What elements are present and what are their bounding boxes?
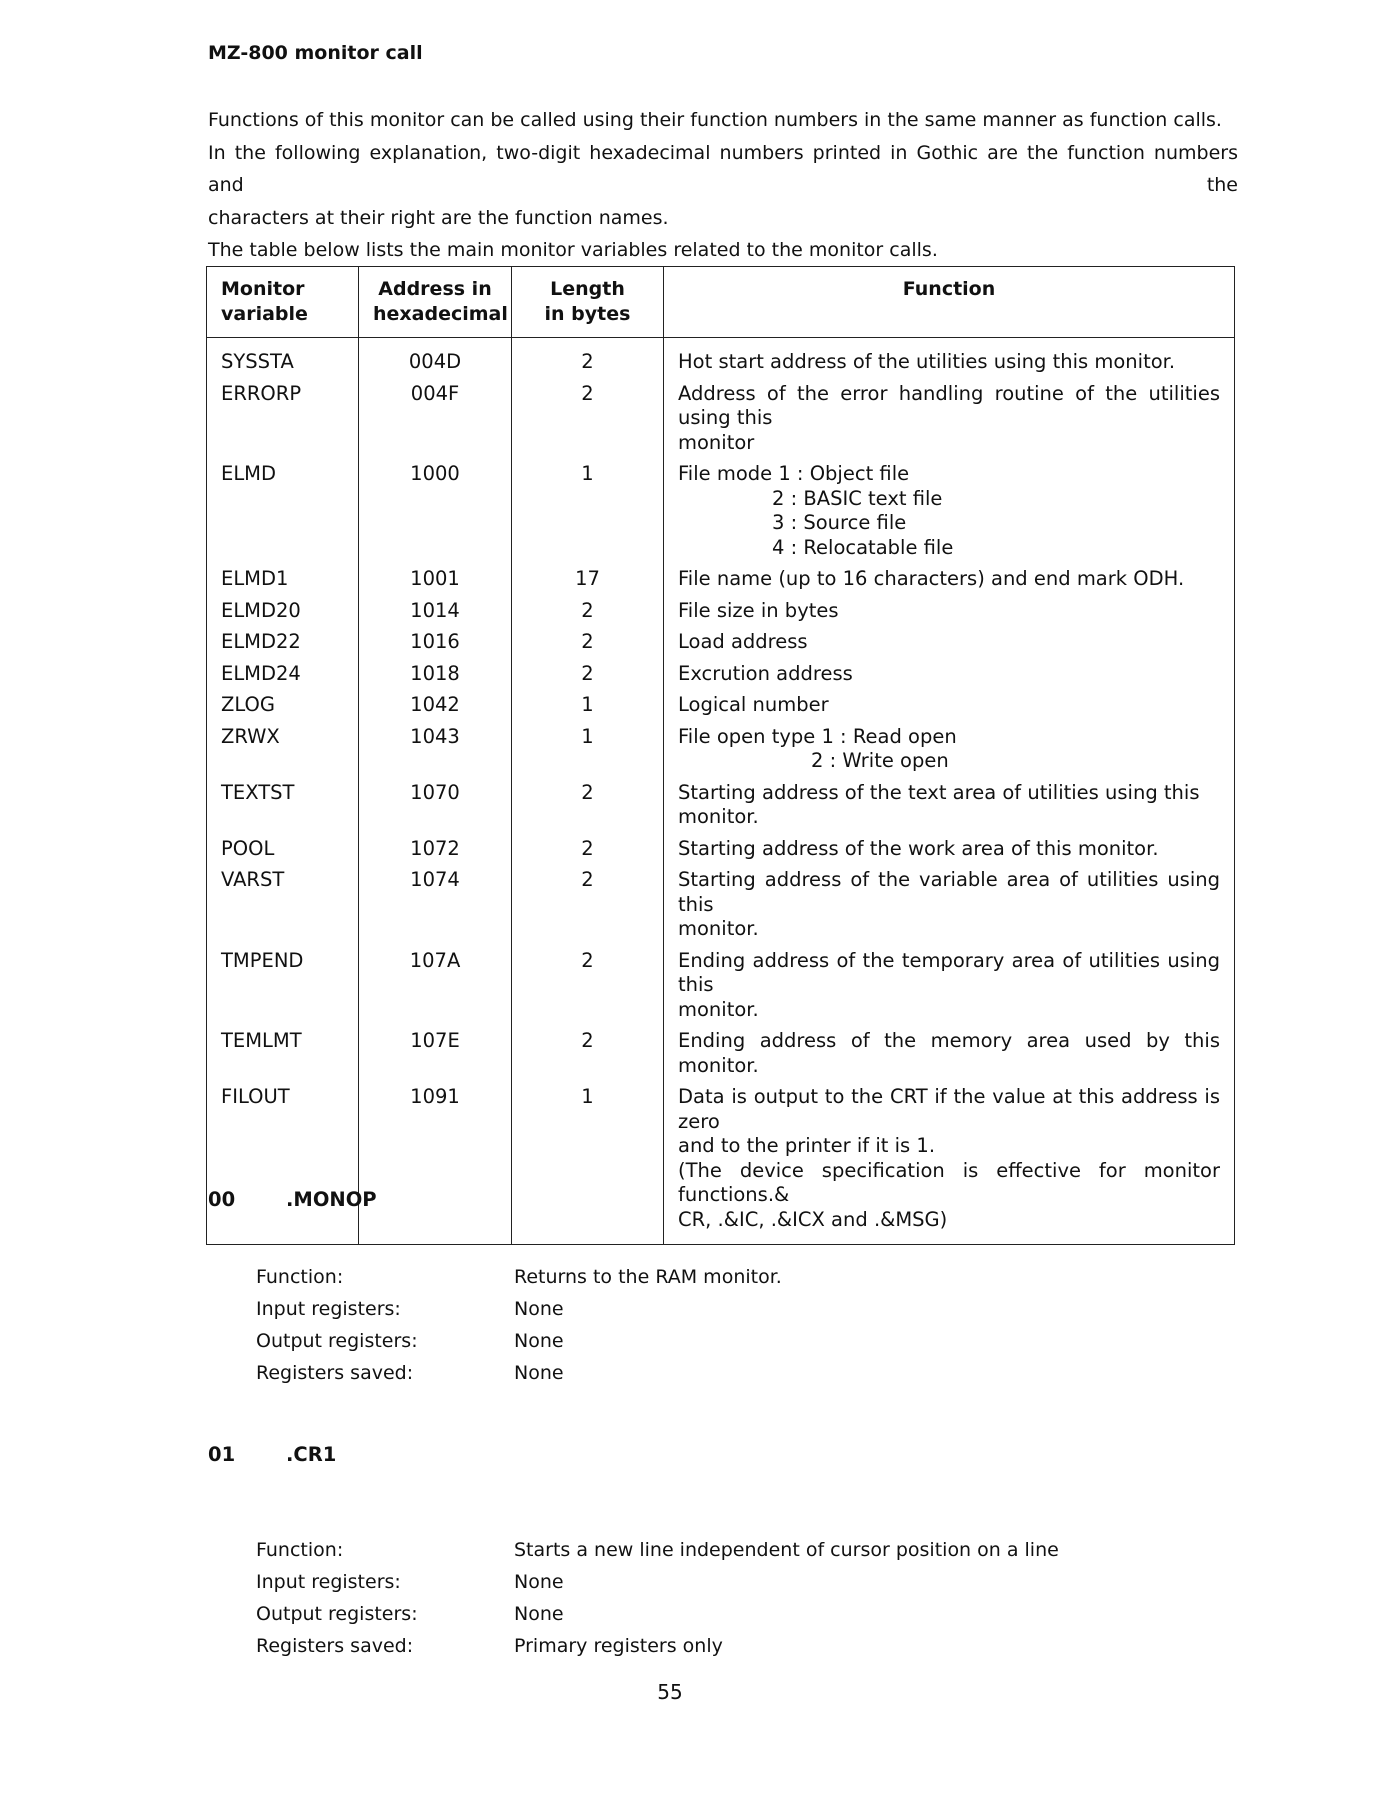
table-header-row bbox=[207, 267, 1235, 338]
table-row bbox=[207, 837, 1235, 869]
cell-length: 2 bbox=[512, 630, 664, 662]
detail-label: Input registers: bbox=[256, 1571, 401, 1593]
cell-length: 2 bbox=[512, 382, 664, 463]
function-line: Ending address of the temporary area of utilities using this bbox=[678, 948, 1220, 996]
page-number: 55 bbox=[657, 1680, 683, 1704]
function-line: Ending address of the memory area used by this monitor. bbox=[678, 1029, 1220, 1077]
cell-address: 107E bbox=[359, 1029, 512, 1085]
cell-length: 2 bbox=[512, 662, 664, 694]
detail-row bbox=[256, 1330, 1156, 1352]
cell-address: 1014 bbox=[359, 599, 512, 631]
intro-text bbox=[208, 104, 1238, 267]
header-address-line2: hexadecimal bbox=[373, 303, 508, 325]
detail-row bbox=[256, 1603, 1156, 1625]
header-length-line1: Length bbox=[550, 278, 625, 300]
cell-address: 1070 bbox=[359, 781, 512, 837]
header-address bbox=[359, 267, 512, 338]
function-line: File name (up to 16 characters) and end mark ODH. bbox=[678, 567, 1185, 590]
cell-function bbox=[664, 599, 1235, 631]
function-line: Logical number bbox=[678, 693, 829, 716]
table-row bbox=[207, 662, 1235, 694]
table-row bbox=[207, 462, 1235, 567]
cell-address: 1001 bbox=[359, 567, 512, 599]
detail-value: None bbox=[514, 1362, 564, 1384]
cell-length: 2 bbox=[512, 949, 664, 1030]
cell-function bbox=[664, 1029, 1235, 1085]
cell-address: 1000 bbox=[359, 462, 512, 567]
detail-label: Output registers: bbox=[256, 1603, 418, 1625]
function-line: Starting address of the text area of utilities using this bbox=[678, 780, 1200, 804]
function-section-monop bbox=[208, 1188, 377, 1211]
cell-length: 1 bbox=[512, 693, 664, 725]
cell-variable: ELMD1 bbox=[207, 567, 359, 599]
table-row bbox=[207, 338, 1235, 382]
cell-address: 004F bbox=[359, 382, 512, 463]
cell-length: 2 bbox=[512, 599, 664, 631]
cell-address: 107A bbox=[359, 949, 512, 1030]
detail-value: None bbox=[514, 1571, 564, 1593]
cell-function bbox=[664, 693, 1235, 725]
cell-length: 2 bbox=[512, 837, 664, 869]
detail-row bbox=[256, 1362, 1156, 1384]
detail-label: Function: bbox=[256, 1266, 344, 1288]
cell-length: 2 bbox=[512, 781, 664, 837]
function-line: Data is output to the CRT if the value at this address is zero bbox=[678, 1085, 1220, 1133]
cell-function bbox=[664, 338, 1235, 382]
header-length bbox=[512, 267, 664, 338]
cell-function bbox=[664, 725, 1235, 781]
cell-address: 004D bbox=[359, 338, 512, 382]
detail-row bbox=[256, 1539, 1156, 1561]
cell-address: 1042 bbox=[359, 693, 512, 725]
table-row bbox=[207, 1029, 1235, 1085]
detail-row bbox=[256, 1266, 1156, 1288]
cell-length: 2 bbox=[512, 868, 664, 949]
function-line: File size in bytes bbox=[678, 598, 839, 622]
cell-variable: ELMD20 bbox=[207, 599, 359, 631]
function-line: 3 : Source file bbox=[772, 511, 907, 534]
cell-variable: VARST bbox=[207, 868, 359, 949]
function-line: 2 : Write open bbox=[811, 749, 949, 772]
cell-function bbox=[664, 868, 1235, 949]
table-row bbox=[207, 1085, 1235, 1245]
function-name: .CR1 bbox=[286, 1443, 337, 1466]
detail-row bbox=[256, 1635, 1156, 1657]
function-line: File mode 1 : Object file bbox=[678, 462, 910, 485]
function-line: File open type 1 : Read open bbox=[678, 724, 957, 748]
cell-variable: TMPEND bbox=[207, 949, 359, 1030]
function-line: monitor. bbox=[678, 805, 759, 828]
detail-value: Primary registers only bbox=[514, 1635, 723, 1657]
header-variable bbox=[207, 267, 359, 338]
detail-value: Starts a new line independent of cursor position on a line bbox=[514, 1539, 1059, 1561]
intro-line: In the following explanation, two-digit hexadecimal numbers printed in Gothic are the function numbers and the bbox=[208, 141, 1238, 196]
cell-address: 1072 bbox=[359, 837, 512, 869]
function-line: Starting address of the variable area of utilities using this bbox=[678, 868, 1220, 916]
cell-variable: ZRWX bbox=[207, 725, 359, 781]
cell-function bbox=[664, 1085, 1235, 1245]
cell-function bbox=[664, 462, 1235, 567]
cell-length: 2 bbox=[512, 1029, 664, 1085]
function-line: Hot start address of the utilities using this monitor. bbox=[678, 350, 1176, 373]
detail-label: Function: bbox=[256, 1539, 344, 1561]
header-variable-line2: variable bbox=[221, 303, 308, 325]
detail-label: Registers saved: bbox=[256, 1362, 414, 1384]
function-number: 01 bbox=[208, 1443, 236, 1466]
cell-address: 1043 bbox=[359, 725, 512, 781]
detail-row bbox=[256, 1571, 1156, 1593]
cell-address: 1018 bbox=[359, 662, 512, 694]
cell-length: 1 bbox=[512, 1085, 664, 1245]
cell-length: 1 bbox=[512, 462, 664, 567]
function-line: monitor. bbox=[678, 917, 759, 940]
cell-variable: POOL bbox=[207, 837, 359, 869]
function-line: 2 : BASIC text file bbox=[772, 486, 943, 510]
cell-length: 17 bbox=[512, 567, 664, 599]
monitor-variables-table bbox=[206, 266, 1235, 1245]
cell-function bbox=[664, 382, 1235, 463]
page-header: MZ-800 monitor call bbox=[208, 42, 423, 64]
cell-variable: ERRORP bbox=[207, 382, 359, 463]
intro-line: characters at their right are the function names. bbox=[208, 206, 669, 229]
cell-address: 1091 bbox=[359, 1085, 512, 1245]
cell-address: 1016 bbox=[359, 630, 512, 662]
table-row bbox=[207, 868, 1235, 949]
cell-variable: SYSSTA bbox=[207, 338, 359, 382]
table-row bbox=[207, 725, 1235, 781]
header-function: Function bbox=[664, 267, 1235, 338]
cell-variable: ZLOG bbox=[207, 693, 359, 725]
cell-address: 1074 bbox=[359, 868, 512, 949]
cell-function bbox=[664, 662, 1235, 694]
intro-line: Functions of this monitor can be called using their function numbers in the same manner as function calls. bbox=[208, 109, 1222, 131]
cell-variable: FILOUT bbox=[207, 1085, 359, 1245]
cell-variable: ELMD22 bbox=[207, 630, 359, 662]
table-row bbox=[207, 599, 1235, 631]
function-name: .MONOP bbox=[286, 1188, 377, 1211]
table-row bbox=[207, 567, 1235, 599]
detail-label: Input registers: bbox=[256, 1298, 401, 1320]
intro-line: The table below lists the main monitor variables related to the monitor calls. bbox=[208, 239, 938, 261]
table-row bbox=[207, 949, 1235, 1030]
function-number: 00 bbox=[208, 1188, 236, 1211]
header-address-line1: Address in bbox=[378, 278, 492, 300]
function-line: Starting address of the work area of this monitor. bbox=[678, 836, 1159, 860]
detail-label: Registers saved: bbox=[256, 1635, 414, 1657]
function-line: (The device specification is effective for monitor functions.& bbox=[678, 1158, 1220, 1206]
detail-value: Returns to the RAM monitor. bbox=[514, 1266, 782, 1288]
detail-row bbox=[256, 1298, 1156, 1320]
cell-length: 2 bbox=[512, 338, 664, 382]
cell-function bbox=[664, 630, 1235, 662]
cell-variable: TEMLMT bbox=[207, 1029, 359, 1085]
function-heading bbox=[208, 1188, 377, 1211]
function-section-cr1 bbox=[208, 1443, 336, 1466]
header-length-line2: in bytes bbox=[544, 303, 631, 325]
header-variable-line1: Monitor bbox=[221, 278, 305, 300]
cell-function bbox=[664, 781, 1235, 837]
cell-length: 1 bbox=[512, 725, 664, 781]
cell-variable: ELMD bbox=[207, 462, 359, 567]
cell-variable: TEXTST bbox=[207, 781, 359, 837]
function-line: monitor bbox=[678, 430, 755, 454]
cell-function bbox=[664, 567, 1235, 599]
function-line: Load address bbox=[678, 630, 808, 653]
detail-value: None bbox=[514, 1298, 564, 1320]
function-heading bbox=[208, 1443, 336, 1466]
cell-function bbox=[664, 837, 1235, 869]
cell-variable: ELMD24 bbox=[207, 662, 359, 694]
table-row bbox=[207, 630, 1235, 662]
function-line: and to the printer if it is 1. bbox=[678, 1134, 936, 1157]
table-row bbox=[207, 382, 1235, 463]
detail-value: None bbox=[514, 1330, 564, 1352]
function-line: monitor. bbox=[678, 997, 759, 1021]
function-line: Address of the error handling routine of the utilities using this bbox=[678, 381, 1220, 429]
table-row bbox=[207, 693, 1235, 725]
cell-function bbox=[664, 949, 1235, 1030]
detail-value: None bbox=[514, 1603, 564, 1625]
function-line: CR, .&IC, .&ICX and .&MSG) bbox=[678, 1207, 948, 1231]
detail-label: Output registers: bbox=[256, 1330, 418, 1352]
function-line: 4 : Relocatable file bbox=[772, 535, 954, 559]
function-line: Excrution address bbox=[678, 661, 853, 685]
table-row bbox=[207, 781, 1235, 837]
